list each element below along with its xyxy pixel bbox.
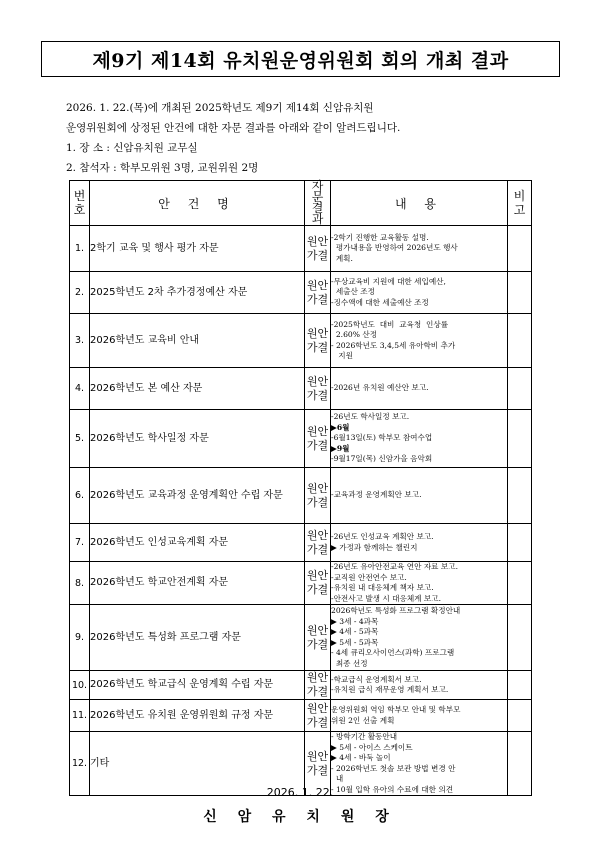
advisory-result-text: 원안가결 (306, 278, 329, 306)
row-number: 10. (70, 671, 90, 700)
remark-cell (508, 368, 532, 410)
row-number: 5. (70, 410, 90, 468)
agenda-title: 2026학년도 인성교육계획 자문 (90, 524, 305, 562)
advisory-result-text: 원안가결 (306, 623, 329, 651)
document-date: 2026. 1. 22. (266, 786, 334, 799)
table-row (70, 226, 532, 272)
signature: 신 암 유 치 원 장 (203, 809, 397, 825)
intro-line-1: 2026. 1. 22.(목)에 개최된 2025학년도 제9기 제14회 신암유치원 (66, 102, 374, 114)
table-row (70, 272, 532, 314)
remark-cell (508, 671, 532, 700)
content-line: -9월17일(목) 신암가을 음악회 (331, 454, 433, 464)
content-line: - 4세 큐리오사이언스(과학) 프로그램 (331, 648, 455, 657)
row-number: 6. (70, 468, 90, 524)
content-line: -교직원 안전연수 보고. (331, 572, 407, 582)
advisory-result-text: 원안가결 (306, 528, 329, 556)
agenda-title: 2026학년도 본 예산 자문 (90, 368, 305, 410)
agenda-content (331, 524, 508, 562)
row-number: 4. (70, 368, 90, 410)
remark-cell (508, 468, 532, 524)
content-line: ▶ 4세 - 바둑 놀이 (331, 753, 391, 762)
advisory-result (305, 524, 331, 562)
row-number: 8. (70, 562, 90, 605)
content-line: 2.60% 산정 (331, 330, 378, 339)
content-line: ▶ 5세 - 5과목 (331, 637, 379, 647)
content-line: - 2026학년도 첫솔 보관 방법 변경 안 (331, 763, 456, 773)
row-number: 1. (70, 226, 90, 272)
content-line: 지원 (331, 351, 353, 360)
content-line: - 방학기간 활동안내 (331, 732, 398, 741)
remark-cell (508, 410, 532, 468)
remark-cell (508, 700, 532, 732)
content-line: -26년도 인성교육 계획안 보고. (331, 532, 434, 541)
advisory-result (305, 368, 331, 410)
agenda-title: 2026학년도 특성화 프로그램 자문 (90, 605, 305, 671)
remark-cell (508, 605, 532, 671)
content-line: ▶ 5세 - 아이스 스케이트 (331, 742, 413, 752)
remark-cell (508, 226, 532, 272)
agenda-content (331, 410, 508, 468)
advisory-result (305, 314, 331, 368)
header-agenda: 안 건 명 (90, 181, 305, 226)
content-line: 운영위원회 역임 학부모 안내 및 학부모 (331, 705, 461, 714)
content-line: 세출산 조정 (331, 287, 375, 297)
content-line: 평가내용을 반영하여 2026년도 행사 (331, 243, 458, 253)
row-number: 11. (70, 700, 90, 732)
agenda-title: 2026학년도 학교안전계획 자문 (90, 562, 305, 605)
content-line: -유치원 급식 재무운영 계획서 보고. (331, 685, 449, 694)
content-line: -무상교육비 지원에 대한 세입예산, (331, 276, 446, 286)
content-line: 내 (331, 774, 344, 783)
agenda-table (69, 180, 532, 796)
row-number: 3. (70, 314, 90, 368)
content-line: 계획. (331, 253, 353, 263)
header-no (70, 181, 90, 226)
table-row (70, 368, 532, 410)
remark-cell (508, 562, 532, 605)
table-row (70, 524, 532, 562)
agenda-content (331, 314, 508, 368)
row-number: 7. (70, 524, 90, 562)
advisory-result-text: 원안가결 (306, 569, 329, 596)
content-line: ▶ 가정과 함께하는 챌린지 (331, 542, 418, 552)
header-no-text: 번호 (73, 189, 86, 217)
content-line: -2025학년도 대비 교육청 인상률 (331, 319, 449, 329)
content-line: ▶ 3세 - 4과목 (331, 616, 379, 626)
row-number: 2. (70, 272, 90, 314)
table-row (70, 605, 532, 671)
table-row (70, 314, 532, 368)
remark-cell (508, 272, 532, 314)
content-line: -26년도 학사일정 보고. (331, 412, 410, 422)
agenda-title: 2026학년도 학교급식 운영계획 수립 자문 (90, 671, 305, 700)
content-line: -26년도 유아안전교육 연안 자료 보고. (331, 562, 458, 571)
content-line: 2026학년도 특성화 프로그램 확정안내 (331, 606, 461, 615)
advisory-result-text: 원안가결 (306, 374, 329, 402)
content-line: - 2026학년도 3,4,5세 유아학비 추가 (331, 340, 456, 350)
agenda-content (331, 468, 508, 524)
remark-cell (508, 524, 532, 562)
content-line: - 10월 입학 유아의 수료에 대한 의견 (331, 784, 454, 794)
header-result (305, 181, 331, 226)
remark-cell (508, 314, 532, 368)
attendees: 2. 참석자 : 학부모위원 3명, 교원위원 2명 (66, 162, 259, 174)
agenda-title: 2025학년도 2차 추가경정예산 자문 (90, 272, 305, 314)
header-content: 내 용 (331, 181, 508, 226)
agenda-title: 2학기 교육 및 행사 평가 자문 (90, 226, 305, 272)
advisory-result-text: 원안가결 (306, 671, 329, 698)
advisory-result-text: 원안가결 (306, 326, 329, 354)
advisory-result (305, 272, 331, 314)
table-row (70, 700, 532, 732)
advisory-result-text: 원안가결 (306, 749, 329, 777)
meeting-place: 1. 장 소 : 신암유치원 교무실 (66, 142, 198, 154)
content-line: -학교급식 운영계획서 보고. (331, 674, 422, 684)
content-line: ▶9월 (331, 443, 350, 453)
agenda-content (331, 605, 508, 671)
content-line: -안전사고 발생 시 대응체계 보고. (331, 593, 441, 603)
advisory-result-text: 원안가결 (306, 701, 329, 729)
agenda-title: 2026학년도 학사일정 자문 (90, 410, 305, 468)
content-line: -6월13일(토) 학부모 참여수업 (331, 433, 433, 443)
content-line: ▶ 4세 - 5과목 (331, 627, 379, 636)
content-line: -교육과정 운영계획안 보고. (331, 490, 422, 500)
table-header-row (70, 181, 532, 226)
header-result-text: 자문결과 (311, 179, 324, 226)
content-line: 위원 2인 선출 계획 (331, 715, 395, 725)
agenda-content (331, 272, 508, 314)
agenda-content (331, 368, 508, 410)
row-number: 12. (70, 732, 90, 796)
agenda-title: 2026학년도 교육비 안내 (90, 314, 305, 368)
advisory-result-text: 원안가결 (306, 481, 329, 509)
table-row (70, 562, 532, 605)
content-line: -2학기 진행한 교육활동 설명. (331, 232, 429, 242)
table-row (70, 671, 532, 700)
agenda-content (331, 700, 508, 732)
content-line: 최종 선정 (331, 658, 368, 668)
document-title: 제9기 제14회 유치원운영위원회 회의 개최 결과 (41, 41, 560, 77)
row-number: 9. (70, 605, 90, 671)
advisory-result (305, 700, 331, 732)
agenda-content (331, 226, 508, 272)
table-row (70, 410, 532, 468)
table-row (70, 468, 532, 524)
content-line: -유치원 내 대응체계 책자 보고. (331, 583, 434, 592)
advisory-result-text: 원안가결 (306, 234, 329, 262)
content-line: -2026년 유치원 예산안 보고. (331, 383, 429, 393)
header-remark-text: 비고 (513, 189, 526, 217)
advisory-result-text: 원안가결 (306, 424, 329, 452)
header-remark (508, 181, 532, 226)
advisory-result (305, 468, 331, 524)
agenda-content (331, 562, 508, 605)
advisory-result (305, 410, 331, 468)
advisory-result (305, 562, 331, 605)
advisory-result (305, 226, 331, 272)
advisory-result (305, 605, 331, 671)
content-line: -징수액에 대한 세출예산 조정 (331, 297, 429, 307)
agenda-title: 기타 (90, 732, 305, 796)
intro-line-2: 운영위원회에 상정된 안건에 대한 자문 결과를 아래와 같이 알려드립니다. (66, 122, 401, 134)
advisory-result (305, 671, 331, 700)
agenda-title: 2026학년도 유치원 운영위원회 규정 자문 (90, 700, 305, 732)
agenda-content (331, 671, 508, 700)
agenda-title: 2026학년도 교육과정 운영계획안 수립 자문 (90, 468, 305, 524)
content-line: ▶6월 (331, 422, 350, 432)
